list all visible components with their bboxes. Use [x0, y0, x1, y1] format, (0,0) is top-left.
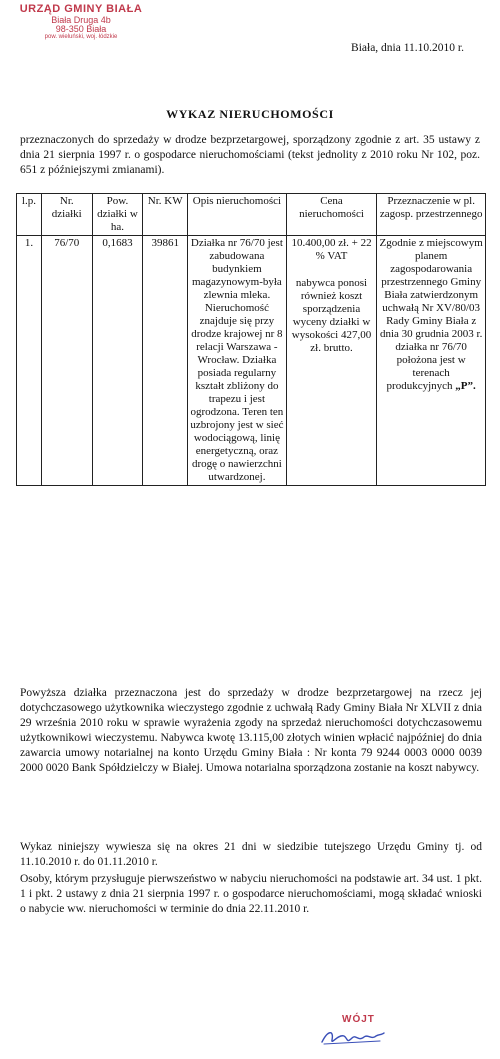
- purpose-text: Zgodnie z miejscowym planem zagospodarowania przestrzennego Gminy Biała zatwierdzonym uchwałą Nr XV/80/03 Rady Gminy Biała z dnia 30 grudnia 2003 r. działka nr 76/70 położona jest w terenach produkcyjnych: [379, 237, 483, 392]
- handwritten-signature: [318, 1026, 388, 1048]
- table-row: [17, 236, 486, 486]
- table-header-row: [17, 194, 486, 236]
- property-table: [16, 193, 486, 486]
- cell-price: [286, 236, 377, 486]
- stamp-street: Biała Druga 4b: [51, 14, 111, 25]
- cell-parcel-number: 76/70: [41, 236, 92, 486]
- header-purpose: Przeznaczenie w pl. zagosp. przestrzennego: [377, 194, 486, 236]
- office-stamp: [6, 4, 156, 41]
- stamp-office-name: URZĄD GMINY BIAŁA: [19, 3, 143, 15]
- header-description: Opis nieruchomości: [188, 194, 287, 236]
- cell-description: Działka nr 76/70 jest zabudowana budynkiem magazynowym-była zlewnia mleka. Nieruchomość znajduje się przy drodze krajowej nr 8 relacji Warszawa - Wrocław. Działka posiada regularny kształt zbliżony do trapezu i jest ogrodzona. Teren ten uzbrojony jest w sieć wodociągową, linię energetyczną, oraz drogę o nawierzchni utwardzonej.: [188, 236, 287, 486]
- header-parcel-number: Nr. działki: [41, 194, 92, 236]
- posting-period-paragraph: Wykaz niniejszy wywiesza się na okres 21 dni w siedzibie tutejszego Urzędu Gminy tj. od 11.10.2010 r. do 01.11.2010 r.: [20, 841, 482, 868]
- header-price: Cena nieruchomości: [286, 194, 377, 236]
- sale-conditions-paragraph: Powyższa działka przeznaczona jest do sprzedaży w drodze bezprzetargowej na rzecz jej dotychczasowego użytkownika wieczystego zgodnie z uchwałą Rady Gminy Biała Nr XLVII z dnia 29 września 2010 roku w sprawie wyrażenia zgody na sprzedaż nieruchomości dotychczasowemu użytkownikowi wieczystemu. Nabywca kwotę 13.115,00 złotych winien wpłacić najpóźniej do dnia zawarcia umowy notarialnej na konto Urzędu Gminy Biała : Nr konta 79 9244 0003 0000 0039 2000 0020 Bank Spółdzielczy w Białej. Umowa notarialna sporządzona zostanie na koszt nabywcy.: [20, 687, 482, 774]
- price-note: nabywca ponosi również koszt sporządzenia wyceny działki w wysokości 427,00 zł. brutto.: [291, 277, 372, 354]
- stamp-postal: 98-350 Biała: [55, 23, 107, 34]
- cell-purpose: [377, 236, 486, 486]
- header-area: Pow. działki w ha.: [92, 194, 143, 236]
- purpose-symbol: „P”.: [455, 380, 476, 392]
- stamp-region: pow. wieluński, woj. łódzkie: [44, 34, 118, 41]
- document-date: Biała, dnia 11.10.2010 r.: [351, 42, 464, 54]
- priority-rights-paragraph: Osoby, którym przysługuje pierwszeństwo w nabyciu nieruchomości na podstawie art. 34 ust. 1 pkt. 1 i pkt. 2 ustawy z dnia 21 sierpnia 1997 r. o gospodarce nieruchomościami, mogą składać wnioski o nabycie ww. nieruchomości w terminie do dnia 22.11.2010 r.: [20, 873, 482, 915]
- signature-title: WÓJT: [342, 1014, 375, 1025]
- header-lp: l.p.: [17, 194, 42, 236]
- cell-lp: 1.: [17, 236, 42, 486]
- document-title: WYKAZ NIERUCHOMOŚCI: [166, 107, 334, 121]
- intro-paragraph: przeznaczonych do sprzedaży w drodze bezprzetargowej, sporządzony zgodnie z art. 35 ustawy z dnia 21 sierpnia 1997 r. o gospodarce nieruchomościami (tekst jednolity z 2010 roku Nr 102, poz. 651 z późniejszymi zmianami).: [20, 134, 480, 176]
- cell-area: 0,1683: [92, 236, 143, 486]
- header-kw-number: Nr. KW: [143, 194, 188, 236]
- price-main: 10.400,00 zł. + 22 % VAT: [291, 237, 372, 262]
- cell-kw-number: 39861: [143, 236, 188, 486]
